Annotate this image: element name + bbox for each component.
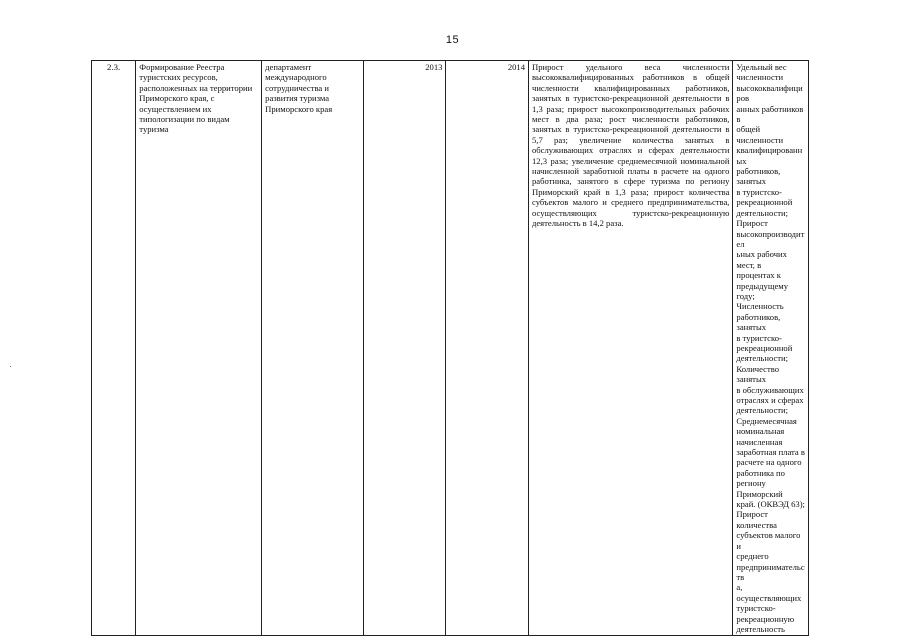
start-year: 2013 (425, 62, 443, 72)
end-year-cell (446, 61, 529, 636)
indicator-cell (733, 61, 809, 636)
result-text: Прирост удельного веса численности высококвалифицированных работников в общей численности квалифицированных работников, занятых в туристско-рекреационной деятельности в 1,3 раза; прирост высокопроизводительных рабочих мест в два раза; рост численности работников, занятых в туристско-рекреационной деятельности в 5,7 раз; увеличение количества занятых в обслуживающих отраслях и сферах деятельности 12,3 раза; увеличение среднемесячной номинальной начисленной заработной платы в расчете на одного работника, занятого в сфере туризма по региону Приморский край в 1,3 раза; прирост количества субъектов малого и среднего предпринимательства, осуществляющих туристско-рекреационную деятельность в 14,2 раза. (532, 62, 730, 229)
row-number-cell (92, 61, 136, 636)
measures-table (91, 60, 809, 636)
measure-cell (136, 61, 262, 636)
row-number: 2.3. (107, 62, 121, 72)
result-cell (529, 61, 733, 636)
indicator-text: Удельный вес численности высококвалифициров анных работников в общей численности квалифицированных работников, занятых в туристско- рекреационной деятельности; Прирост высокопроизводител ьных рабочих мест, в процентах к предыдущему году; Численность работников, занятых в туристско- рекреационной деятельности; Количество занятых в обслуживающих отраслях и сферах деятельности; Среднемесячная номинальная начисленная заработная плата в расчете на одного работника по региону Приморский край. (ОКВЭД 63); Прирост количества субъектов малого и среднего предпринимательств а, осуществляющих туристско- рекреационную деятельность (736, 62, 805, 634)
executor-cell (262, 61, 364, 636)
measure-text: Формирование Реестра туристских ресурсов, расположенных на территории Приморского края, с осуществлением их типологизации по видам туризма (139, 62, 253, 135)
scan-speck (10, 366, 11, 367)
table-row (92, 61, 809, 636)
start-year-cell (363, 61, 446, 636)
end-year: 2014 (507, 62, 525, 72)
page-number: 15 (445, 34, 460, 46)
executor-text: департамент международного сотрудничества и развития туризма Приморского края (265, 62, 333, 114)
